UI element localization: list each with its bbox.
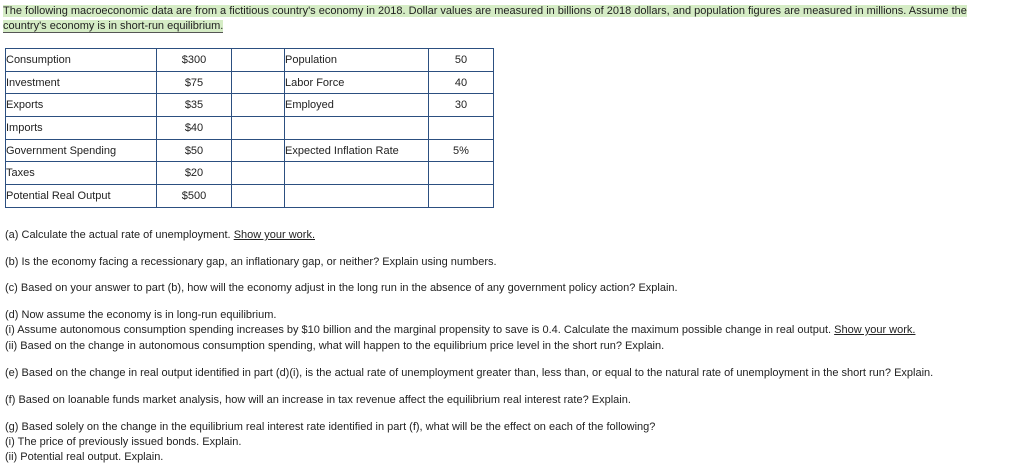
spacer-cell	[232, 185, 285, 208]
row-label: Potential Real Output	[6, 185, 157, 208]
row-label-2: Labor Force	[285, 71, 429, 94]
question-a-text: (a) Calculate the actual rate of unemployment.	[5, 229, 234, 241]
row-value: $50	[157, 139, 232, 162]
macro-data-table	[5, 48, 494, 208]
row-value-2	[429, 117, 494, 140]
row-value-2: 30	[429, 94, 494, 117]
row-value: $300	[157, 49, 232, 72]
spacer-cell	[232, 117, 285, 140]
row-label: Imports	[6, 117, 157, 140]
row-label-2	[285, 185, 429, 208]
row-value: $40	[157, 117, 232, 140]
table-row	[6, 71, 494, 94]
row-value: $20	[157, 162, 232, 185]
row-label: Government Spending	[6, 139, 157, 162]
row-label: Taxes	[6, 162, 157, 185]
question-d: (d) Now assume the economy is in long-run equilibrium.	[5, 309, 277, 321]
row-value: $75	[157, 71, 232, 94]
macro-data-table-body	[6, 49, 494, 208]
row-label-2: Population	[285, 49, 429, 72]
row-label-2: Expected Inflation Rate	[285, 139, 429, 162]
question-b: (b) Is the economy facing a recessionary gap, an inflationary gap, or neither? Explain using numbers.	[5, 256, 497, 268]
intro-line-1: The following macroeconomic data are from a fictitious country's economy in 2018. Dollar values are measured in billions of 2018 dollars, and population figures are measured in millions. Assume the	[3, 5, 967, 17]
spacer-cell	[232, 94, 285, 117]
row-value-2	[429, 185, 494, 208]
spacer-cell	[232, 71, 285, 94]
question-d-i-text: (i) Assume autonomous consumption spending increases by $10 billion and the marginal propensity to save is 0.4. Calculate the maximum possible change in real output.	[5, 324, 835, 336]
row-value-2: 40	[429, 71, 494, 94]
intro-line-2: country's economy is in short-run equilibrium.	[3, 20, 224, 32]
row-value-2: 50	[429, 49, 494, 72]
table-row	[6, 49, 494, 72]
question-g-i: (i) The price of previously issued bonds. Explain.	[5, 436, 242, 448]
question-d-ii: (ii) Based on the change in autonomous consumption spending, what will happen to the equilibrium price level in the short run? Explain.	[5, 340, 665, 352]
intro-paragraph	[3, 4, 1015, 34]
row-label: Exports	[6, 94, 157, 117]
row-label: Consumption	[6, 49, 157, 72]
show-work-link-d-i[interactable]: Show your work.	[834, 324, 916, 336]
spacer-cell	[232, 139, 285, 162]
question-c: (c) Based on your answer to part (b), how will the economy adjust in the long run in the absence of any government policy action? Explain.	[5, 282, 678, 294]
table-row	[6, 185, 494, 208]
question-f: (f) Based on loanable funds market analysis, how will an increase in tax revenue affect the equilibrium real interest rate? Explain.	[5, 394, 631, 406]
table-row	[6, 139, 494, 162]
row-value-2: 5%	[429, 139, 494, 162]
row-label-2: Employed	[285, 94, 429, 117]
row-label-2	[285, 162, 429, 185]
table-row	[6, 94, 494, 117]
show-work-link-a[interactable]: Show your work.	[233, 229, 315, 241]
row-value: $35	[157, 94, 232, 117]
question-e: (e) Based on the change in real output identified in part (d)(i), is the actual rate of unemployment greater than, less than, or equal to the natural rate of unemployment in the short run? Explain.	[5, 367, 934, 379]
table-row	[6, 117, 494, 140]
row-label-2	[285, 117, 429, 140]
table-row	[6, 162, 494, 185]
question-g-ii: (ii) Potential real output. Explain.	[5, 451, 164, 463]
row-label: Investment	[6, 71, 157, 94]
row-value-2	[429, 162, 494, 185]
question-d-i	[5, 323, 915, 338]
question-a	[5, 228, 315, 243]
spacer-cell	[232, 162, 285, 185]
spacer-cell	[232, 49, 285, 72]
question-g: (g) Based solely on the change in the equilibrium real interest rate identified in part (f), what will be the effect on each of the following?	[5, 421, 656, 433]
row-value: $500	[157, 185, 232, 208]
